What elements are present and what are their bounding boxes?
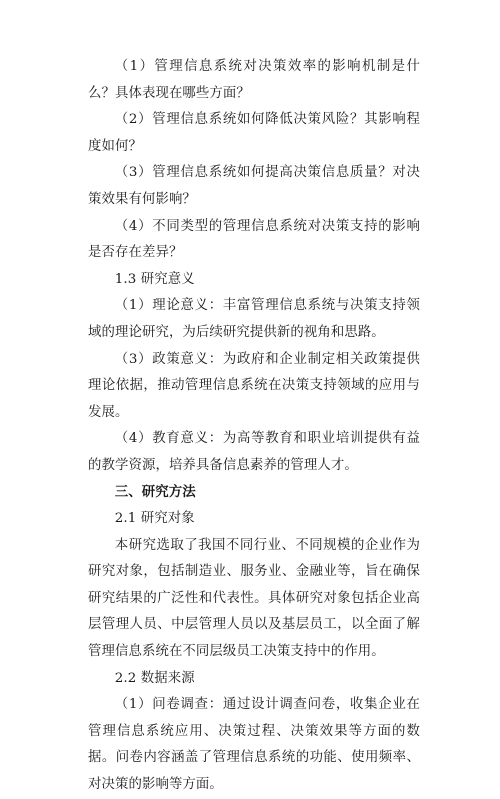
question-2: （2）管理信息系统如何降低决策风险？其影响程度如何？ [88,112,420,154]
subsection-2-2-heading: 2.2 数据来源 [114,670,195,686]
research-subjects: 本研究选取了我国不同行业、不同规模的企业作为研究对象，包括制造业、服务业、金融业等，旨在确保研究结果的广泛性和代表性。具体研究对象包括企业高层管理人员、中层管理人员以及基层员工，以全面了解管理信息系统在不同层级员工决策支持中的作用。 [88,537,420,660]
question-4: （4）不同类型的管理信息系统对决策支持的影响是否存在差异？ [88,218,420,261]
significance-policy: （3）政策意义：为政府和企业制定相关政策提供理论依据，推动管理信息系统在决策支持领域的应用与发展。 [88,351,420,420]
question-1: （1）管理信息系统对决策效率的影响机制是什么？具体表现在哪些方面？ [88,59,420,101]
question-3: （3）管理信息系统如何提高决策信息质量？对决策效果有何影响？ [88,165,420,207]
significance-education: （4）教育意义：为高等教育和职业培训提供有益的教学资源，培养具备信息素养的管理人才。 [88,431,420,473]
significance-theory: （1）理论意义：丰富管理信息系统与决策支持领域的理论研究，为后续研究提供新的视角和思路。 [88,298,420,340]
section-3-heading: 三、研究方法 [114,484,196,500]
data-source-survey: （1）问卷调查：通过设计调查问卷，收集企业在管理信息系统应用、决策过程、决策效果等方面的数据。问卷内容涵盖了管理信息系统的功能、使用频率、对决策的影响等方面。 [88,697,420,793]
subsection-2-1-heading: 2.1 研究对象 [114,511,195,527]
document-body [88,54,420,799]
subsection-1-3-heading: 1.3 研究意义 [114,271,195,287]
